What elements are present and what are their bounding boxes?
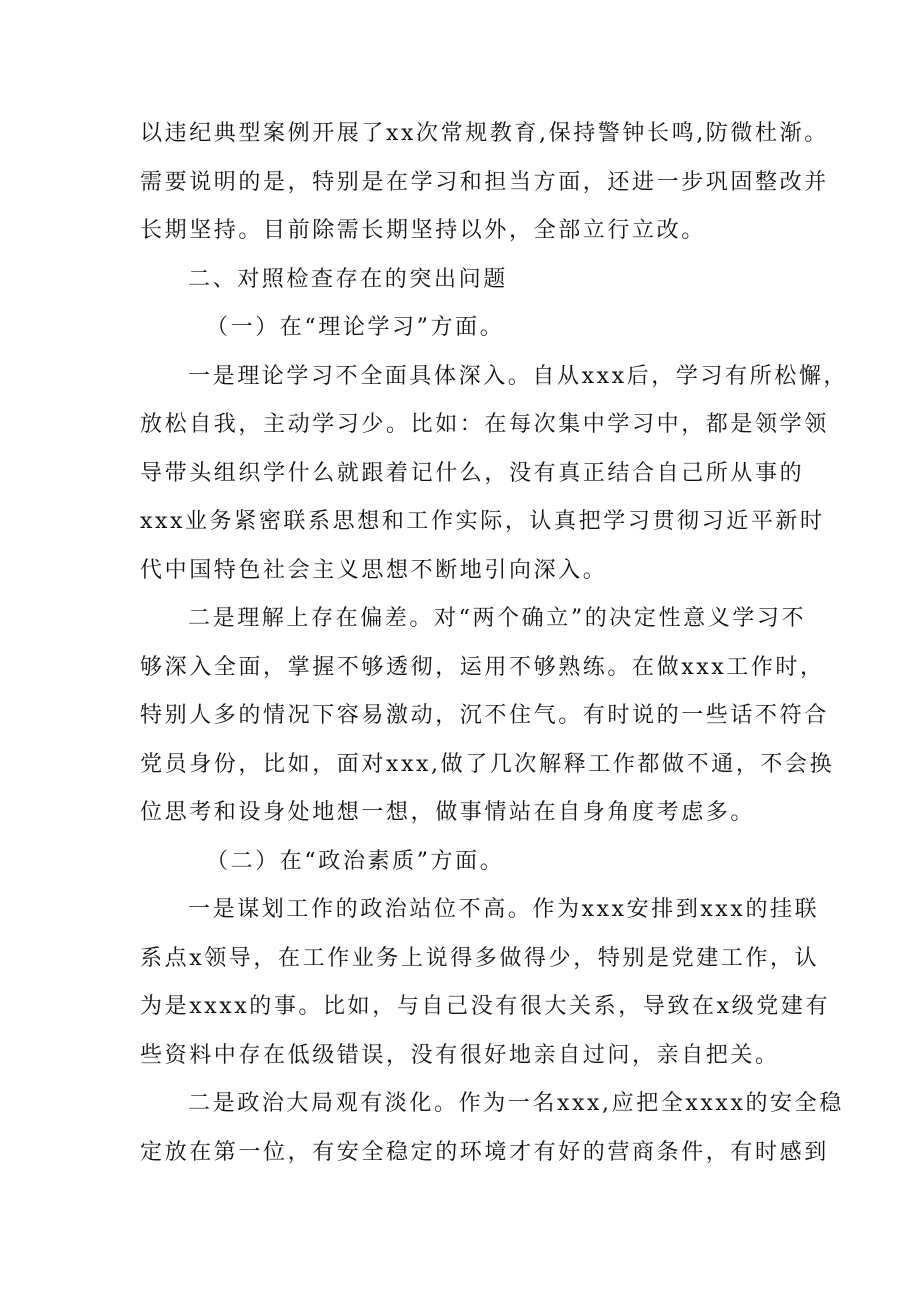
paragraph-line: 代中国特色社会主义思想不断地引向深入。: [140, 557, 608, 583]
paragraph-line: 导带头组织学什么就跟着记什么，没有真正结合自己所从事的: [140, 460, 805, 486]
subsection-heading: （一）在“理论学习”方面。: [206, 315, 505, 340]
paragraph-line: 需要说明的是，特别是在学习和担当方面，还进一步巩固整改并: [140, 169, 829, 195]
paragraph-line: 特别人多的情况下容易激动，沉不住气。有时说的一些话不符合: [140, 703, 829, 728]
subsection-heading: （二）在“政治素质”方面。: [206, 848, 505, 874]
document-body: [140, 110, 849, 1177]
paragraph-line: 以违纪典型案例开展了xx次常规教育,保持警钟长鸣,防微杜渐。: [140, 121, 829, 146]
paragraph-line: 些资料中存在低级错误，没有很好地亲自过问，亲自把关。: [140, 1042, 780, 1068]
paragraph-line: 系点x领导，在工作业务上说得多做得少，特别是党建工作，认: [140, 945, 820, 971]
paragraph-line: 长期坚持。目前除需长期坚持以外，全部立行立改。: [140, 218, 706, 243]
section-heading: 二、对照检查存在的突出问题: [188, 266, 508, 292]
paragraph-line: 位思考和设身处地想一想，做事情站在自身角度考虑多。: [140, 800, 756, 825]
paragraph-line: 党员身份，比如，面对xxx,做了几次解释工作都做不通，不会换: [140, 751, 835, 777]
paragraph-line: 二是政治大局观有淡化。作为一名xxx,应把全xxxx的安全稳: [188, 1091, 844, 1116]
paragraph-line: 够深入全面，掌握不够透彻，运用不够熟练。在做xxx工作时，: [140, 654, 825, 680]
paragraph-line: 二是理解上存在偏差。对“两个确立”的决定性意义学习不: [188, 606, 807, 631]
paragraph-line: 为是xxxx的事。比如，与自己没有很大关系，导致在x级党建有: [140, 994, 831, 1019]
paragraph-line: xxx业务紧密联系思想和工作实际，认真把学习贯彻习近平新时: [140, 509, 825, 534]
paragraph-line: 定放在第一位，有安全稳定的环境才有好的营商条件，有时感到: [140, 1139, 829, 1165]
paragraph-line: 一是理论学习不全面具体深入。自从xxx后，学习有所松懈，: [188, 363, 849, 389]
paragraph-line: 一是谋划工作的政治站位不高。作为xxx安排到xxx的挂联: [188, 897, 820, 922]
paragraph-line: 放松自我，主动学习少。比如：在每次集中学习中，都是领学领: [140, 412, 829, 437]
